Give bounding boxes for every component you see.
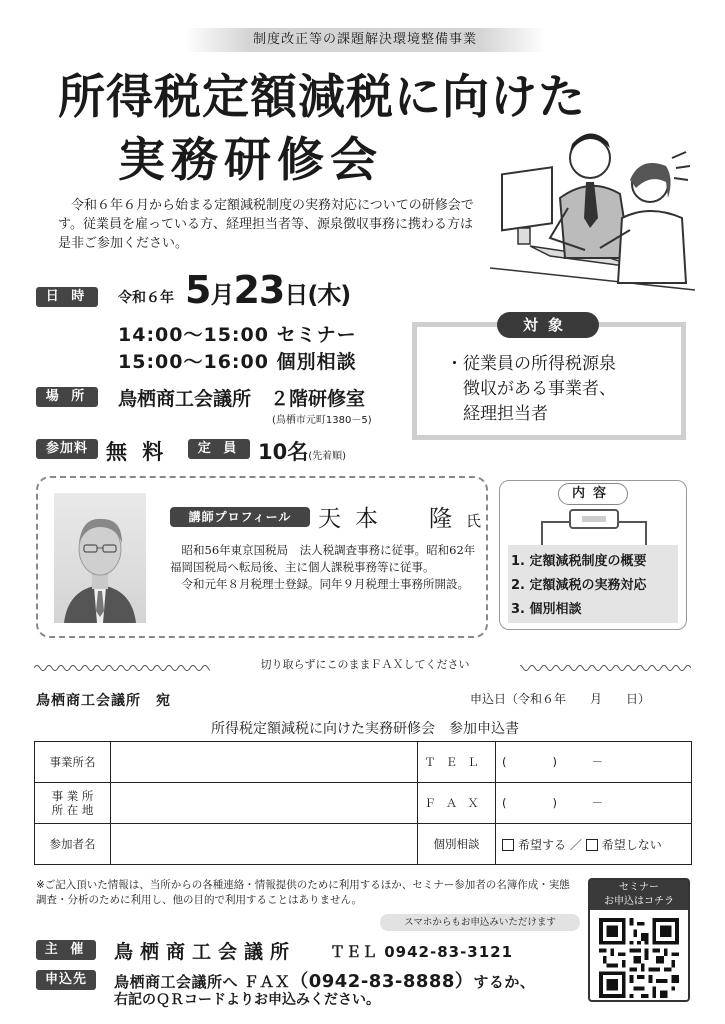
table-row (35, 742, 692, 783)
venue-address: (鳥栖市元町1380－5) (272, 415, 372, 426)
capacity-note: (先着順) (308, 451, 347, 462)
consult-no-label: 希望しない (601, 837, 662, 852)
capacity-tag: 定 員 (188, 439, 250, 459)
date-tag: 日 時 (36, 287, 98, 307)
contents-list (511, 550, 647, 622)
consult-yes-label: 希望する (518, 837, 567, 852)
contents-item: 2. 定額減税の実務対応 (511, 578, 647, 593)
fax-recipient: 鳥栖商工会議所 宛 (36, 693, 171, 709)
application-line1-post: するか、 (473, 973, 536, 991)
consult-yes-checkbox[interactable] (502, 839, 514, 851)
date-weekday: (木) (307, 281, 351, 309)
fee-value: 無 料 (106, 440, 168, 464)
contents-title: 内容 (558, 483, 628, 505)
organizer-name: 鳥栖商工会議所 (114, 941, 297, 963)
participant-field[interactable] (111, 824, 418, 865)
session-consult: 15:00～16:00 個別相談 (118, 351, 357, 373)
consult-label: 個別相談 (418, 824, 496, 865)
clipboard-icon (540, 508, 648, 548)
intro-text: 令和６年６月から始まる定額減税制度の実務対応についての研修会です。従業員を雇っている方、経理担当者等、源泉徴収事務に携わる方は是非ご参加ください。 (58, 198, 474, 251)
organizer-tag: 主 催 (36, 940, 96, 960)
fax-label: ＦＡＸ (418, 783, 496, 824)
instructor-name (318, 500, 481, 533)
application-line2: 右記のＱＲコードよりお申込みください。 (114, 992, 380, 1008)
privacy-note: ※ご記入頂いた情報は、当所からの各種連絡・情報提供のために利用するほか、セミナー参加者の名簿作成・実態調査・分析のために利用し、他の目的で利用することはありません。 (36, 879, 570, 906)
option-separator: ／ (569, 837, 582, 852)
application-line1-pre: 鳥栖商工会議所へ ＦＡＸ (114, 973, 291, 991)
instructor-name-text: 天本 隆 (318, 506, 466, 532)
target-title: 対象 (497, 312, 599, 338)
qr-heading-line1: セミナー (619, 882, 659, 893)
business-name-label: 事業所名 (35, 742, 111, 783)
office-workers-illustration (490, 118, 695, 296)
event-date (185, 268, 350, 312)
venue-name: 鳥栖商工会議所 ２階研修室 (118, 388, 366, 410)
qr-heading (590, 880, 688, 910)
venue-tag: 場 所 (36, 387, 98, 407)
organizer-tel: ＴＥＬ 0942-83-3121 (330, 943, 514, 961)
qr-heading-line2: お申込はコチラ (604, 896, 674, 907)
date-day-unit: 日 (284, 281, 308, 309)
application-fax-number: （0942-83-8888） (290, 971, 474, 992)
date-month: 5 (185, 268, 211, 312)
contents-item: 3. 個別相談 (511, 602, 582, 617)
business-address-field[interactable] (111, 783, 418, 824)
fax-field[interactable]: ( ) － (496, 783, 692, 824)
capacity-value: 10名 (258, 440, 309, 464)
tel-label: ＴＥＬ (418, 742, 496, 783)
smartphone-note: スマホからもお申込みいただけます (380, 914, 580, 931)
instructor-photo (54, 493, 146, 623)
instructor-bio: 昭和56年東京国税局 法人税調査事務に従事。昭和62年福岡国税局へ転局後、主に個人課税事務等に従事。 令和元年８月税理士登録。同年９月税理士事務所開設。 (170, 543, 476, 591)
date-month-unit: 月 (210, 281, 234, 309)
date-day: 23 (233, 268, 285, 312)
qr-code-icon[interactable] (599, 918, 679, 998)
consult-options (496, 824, 692, 865)
form-title: 所得税定額減税に向けた実務研修会 参加申込書 (211, 721, 519, 737)
program-label: 制度改正等の課題解決環境整備事業 (185, 28, 545, 52)
cut-instruction: 切り取らずにこのままＦＡＸしてください (210, 656, 520, 672)
consult-no-checkbox[interactable] (586, 839, 598, 851)
instructor-honorific: 氏 (466, 512, 482, 530)
participant-label: 参加者名 (35, 824, 111, 865)
session-seminar: 14:00～15:00 セミナー (118, 324, 357, 346)
fee-tag: 参加料 (36, 439, 98, 459)
contents-item: 1. 定額減税制度の概要 (511, 554, 647, 569)
application-date-field[interactable]: 申込日（令和６年 月 日） (470, 692, 651, 706)
business-name-field[interactable] (111, 742, 418, 783)
application-tag: 申込先 (36, 970, 96, 990)
table-row (35, 824, 692, 865)
capacity (258, 436, 346, 466)
tel-field[interactable]: ( ) － (496, 742, 692, 783)
page-title-line1: 所得税定額減税に向けた (58, 70, 586, 125)
target-text: ・従業員の所得税源泉 徴収がある事業者、 経理担当者 (446, 354, 616, 424)
instructor-profile-tag: 講師プロフィール (170, 507, 310, 527)
table-row (35, 783, 692, 824)
business-address-label: 事 業 所 所 在 地 (35, 783, 111, 824)
date-era: 令和６年 (118, 290, 174, 306)
page-title-line2: 実務研修会 (118, 133, 383, 188)
application-form (34, 741, 692, 865)
